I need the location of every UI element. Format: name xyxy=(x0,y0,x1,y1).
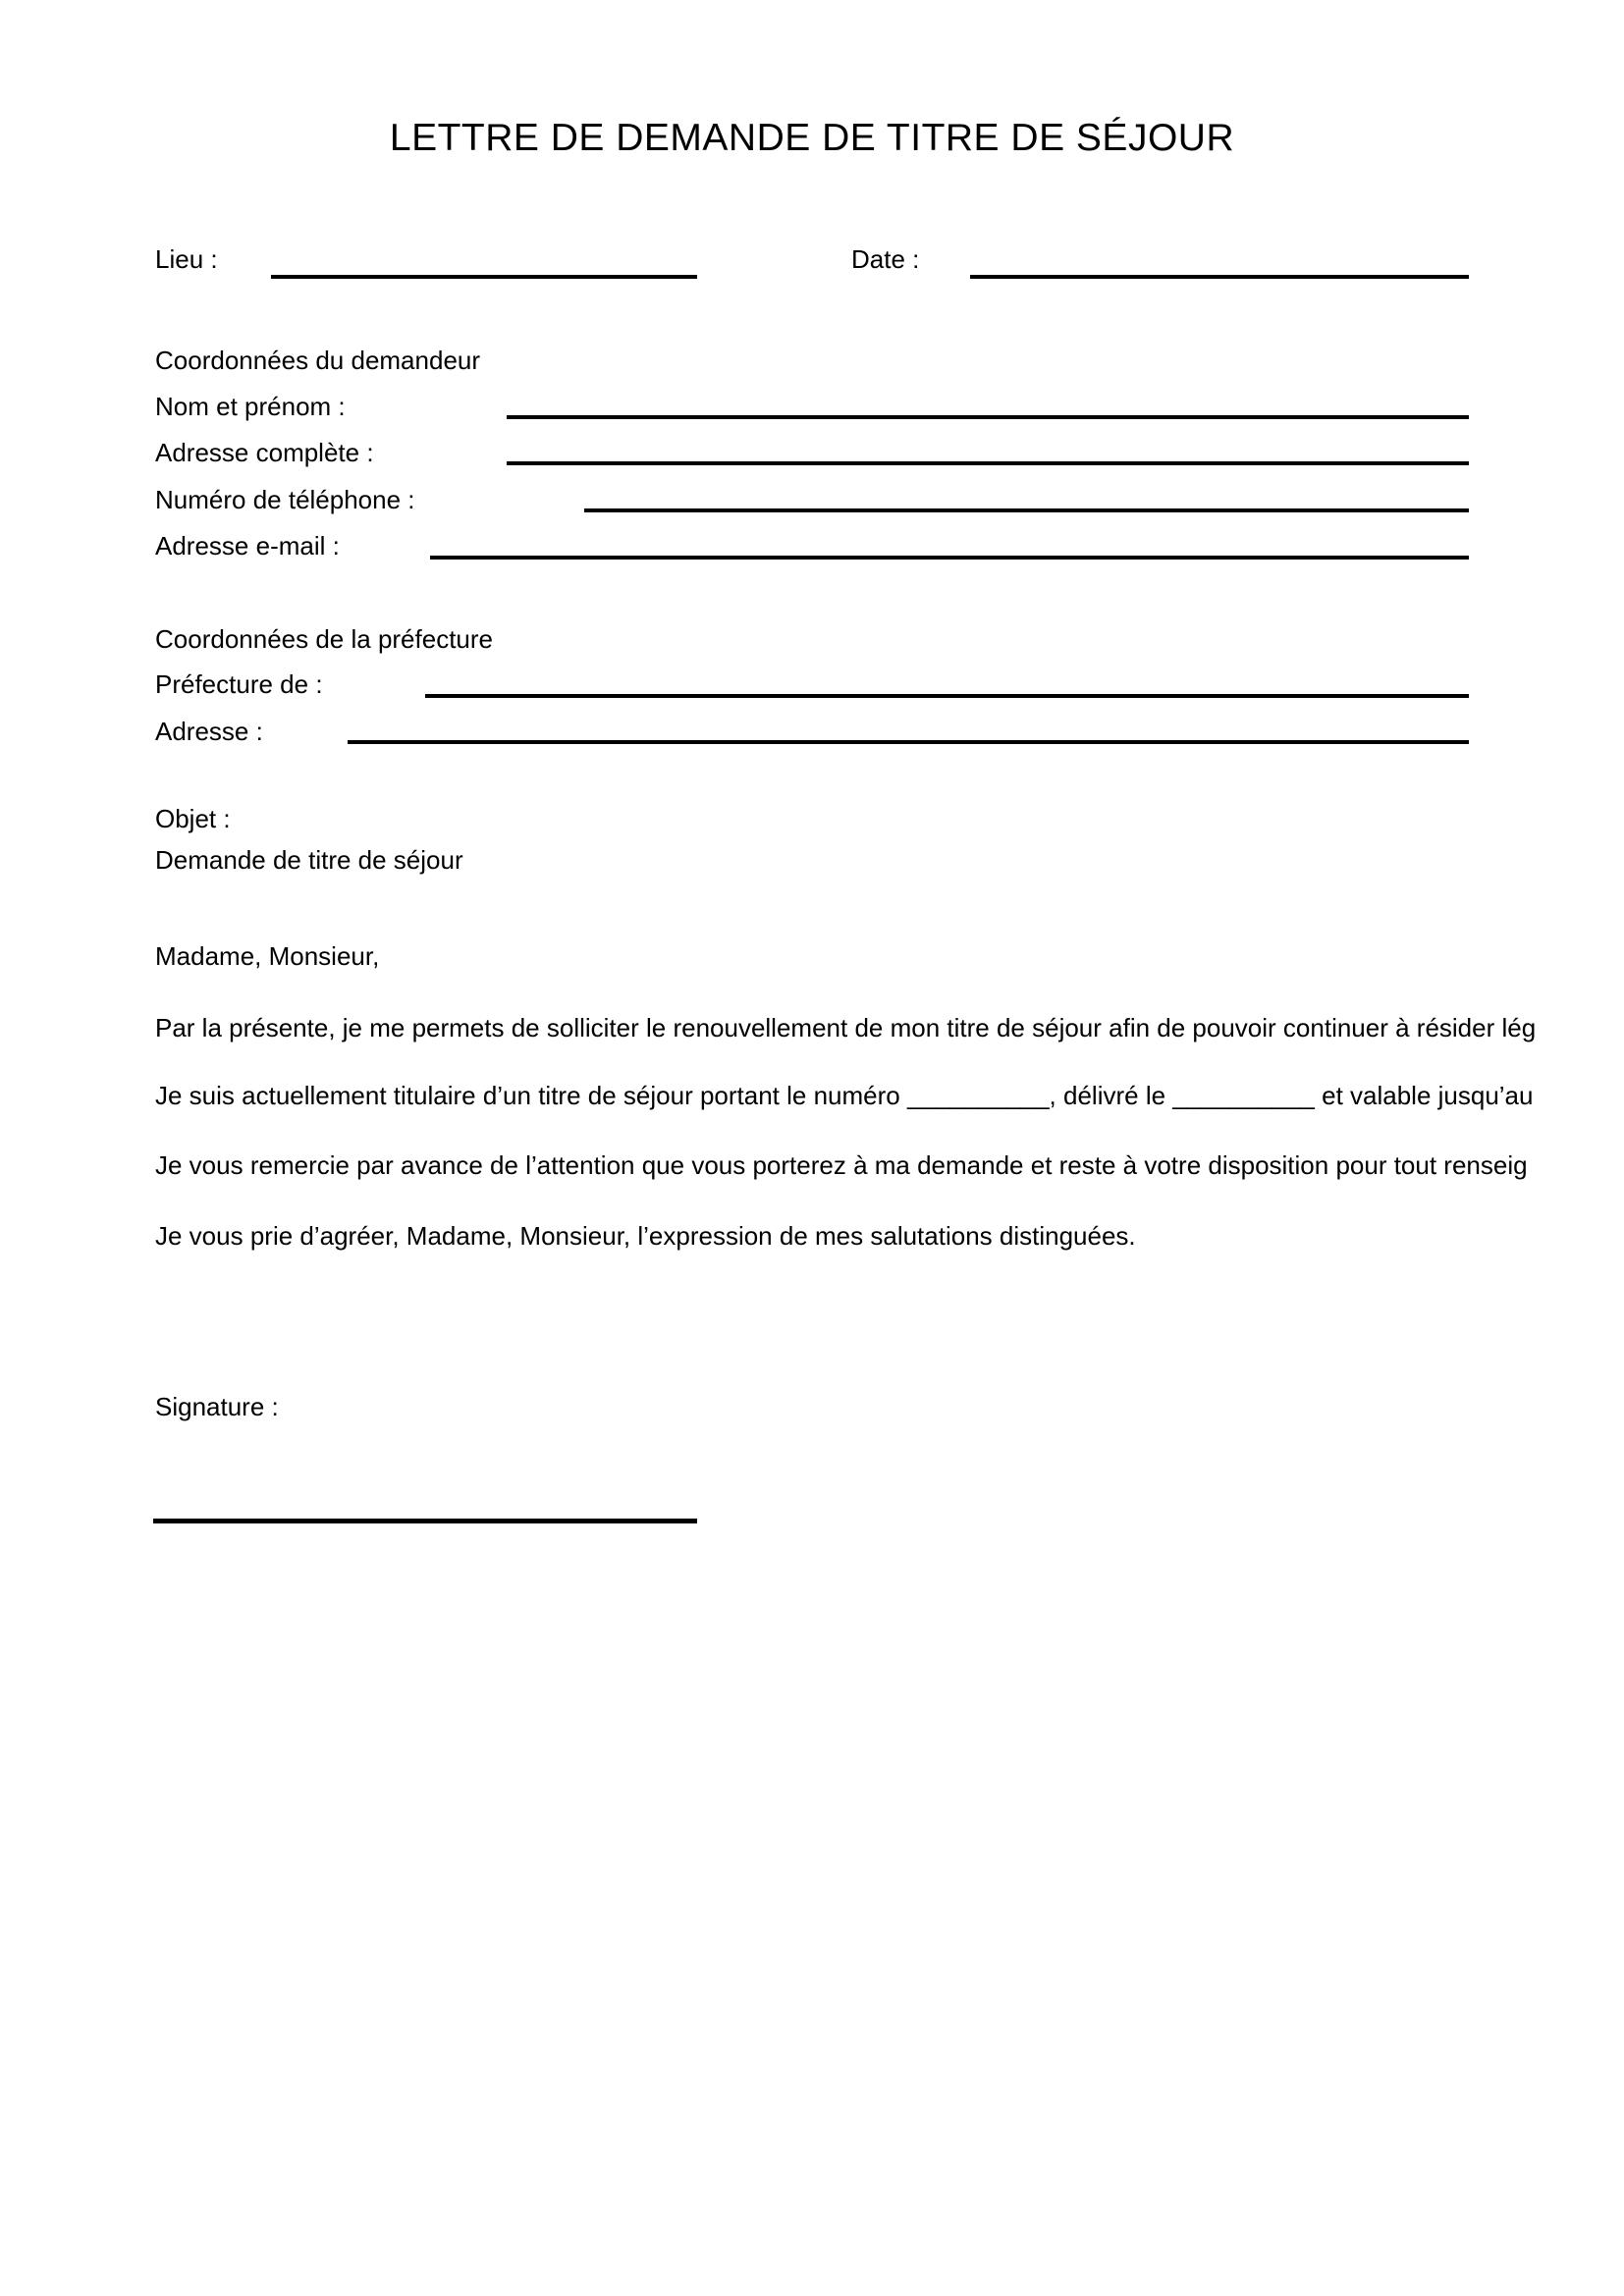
phone-label: Numéro de téléphone : xyxy=(155,485,415,514)
body-paragraph-1: Par la présente, je me permets de solliciter le renouvellement de mon titre de séjour afin de pouvoir continuer à résider lég xyxy=(155,1014,1537,1042)
prefecture-of-label: Préfecture de : xyxy=(155,669,323,699)
full-address-label: Adresse complète : xyxy=(155,438,374,467)
prefecture-of-fill-line xyxy=(425,694,1469,698)
subject-label: Objet : xyxy=(155,804,231,833)
phone-fill-line xyxy=(584,508,1469,512)
email-label: Adresse e-mail : xyxy=(155,531,340,561)
lieu-label: Lieu : xyxy=(155,244,218,274)
name-label: Nom et prénom : xyxy=(155,392,346,421)
subject-value: Demande de titre de séjour xyxy=(155,845,463,875)
prefecture-section-heading: Coordonnées de la préfecture xyxy=(155,624,494,654)
signature-fill-line xyxy=(153,1519,697,1523)
full-address-fill-line xyxy=(507,461,1469,465)
body-paragraph-2: Je suis actuellement titulaire d’un titre de séjour portant le numéro __________, délivré le __________ et valable jusqu’au xyxy=(155,1082,1534,1110)
body-paragraph-4: Je vous prie d’agréer, Madame, Monsieur, l’expression de mes salutations distinguées. xyxy=(155,1222,1136,1251)
prefecture-address-label: Adresse : xyxy=(155,717,263,746)
name-fill-line xyxy=(507,415,1469,419)
signature-label: Signature : xyxy=(155,1392,279,1421)
body-paragraph-3: Je vous remercie par avance de l’attention que vous porterez à ma demande et reste à votre disposition pour tout renseig xyxy=(155,1151,1528,1180)
date-fill-line xyxy=(970,275,1469,279)
lieu-fill-line xyxy=(271,275,697,279)
applicant-section-heading: Coordonnées du demandeur xyxy=(155,346,481,375)
date-label: Date : xyxy=(851,244,920,274)
document-title: LETTRE DE DEMANDE DE TITRE DE SÉJOUR xyxy=(389,117,1235,159)
salutation: Madame, Monsieur, xyxy=(155,941,380,971)
email-fill-line xyxy=(430,556,1469,560)
prefecture-address-fill-line xyxy=(348,740,1469,744)
